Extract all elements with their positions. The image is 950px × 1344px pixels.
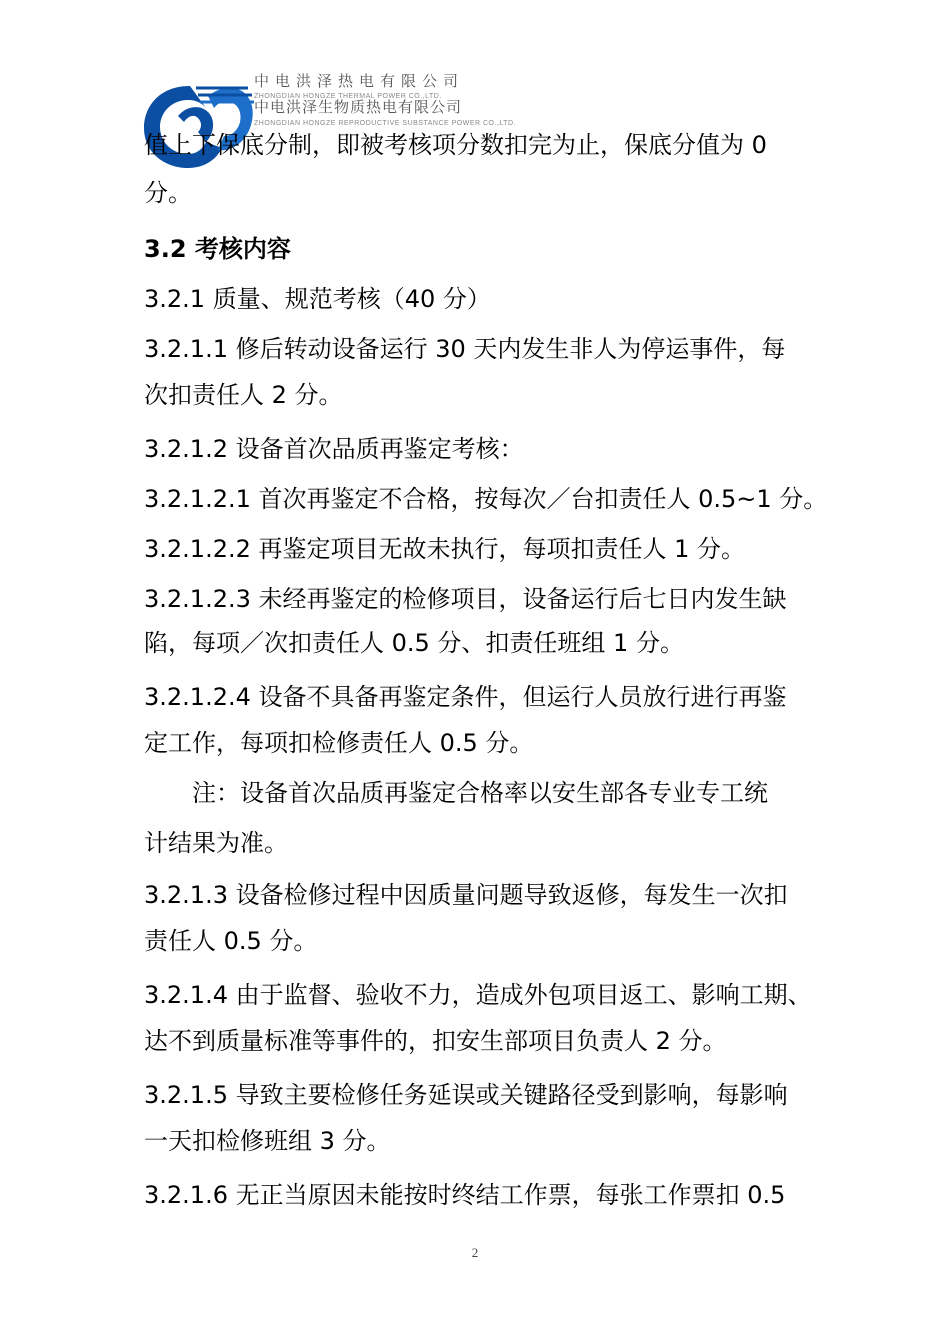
paragraph-3-2-1-2: 3.2.1.2 设备首次品质再鉴定考核：	[144, 435, 524, 463]
paragraph-3-2-1-2-1: 3.2.1.2.1 首次再鉴定不合格，按每次／台扣责任人 0.5~1 分。	[144, 485, 828, 513]
paragraph-3-2-1-6-line1: 3.2.1.6 无正当原因未能按时终结工作票，每张工作票扣 0.5	[144, 1181, 786, 1209]
paragraph-3-2-1-3-line1: 3.2.1.3 设备检修过程中因质量问题导致返修，每发生一次扣	[144, 881, 788, 909]
paragraph-3-2-1-2-4-line2: 定工作，每项扣检修责任人 0.5 分。	[144, 729, 534, 757]
paragraph-3-2-1-4-line1: 3.2.1.4 由于监督、验收不力，造成外包项目返工、影响工期、	[144, 981, 812, 1009]
paragraph-intro-line1: 值上下保底分制，即被考核项分数扣完为止，保底分值为 0	[144, 131, 767, 159]
paragraph-3-2-1-2-4-line1: 3.2.1.2.4 设备不具备再鉴定条件，但运行人员放行进行再鉴	[144, 683, 787, 711]
paragraph-note-line2: 计结果为准。	[144, 829, 288, 857]
paragraph-3-2-1-4-line2: 达不到质量标准等事件的，扣安生部项目负责人 2 分。	[144, 1027, 727, 1055]
company-name-en-top: ZHONGDIAN HONGZE THERMAL POWER CO.,LTD.	[254, 93, 442, 100]
company-name-cn-bottom: 中电洪泽生物质热电有限公司	[254, 98, 463, 116]
paragraph-3-2-1-1-line1: 3.2.1.1 修后转动设备运行 30 天内发生非人为停运事件，每	[144, 335, 786, 363]
company-name-cn-top: 中电洪泽热电有限公司	[254, 72, 465, 90]
company-name-en-bottom: ZHONGDIAN HONGZE REPRODUCTIVE SUBSTANCE POWER CO.,LTD.	[254, 120, 517, 127]
page-number: 2	[471, 1245, 479, 1260]
paragraph-3-2-1-2-3-line2: 陷，每项／次扣责任人 0.5 分、扣责任班组 1 分。	[144, 629, 684, 657]
paragraph-3-2-1-2-3-line1: 3.2.1.2.3 未经再鉴定的检修项目，设备运行后七日内发生缺	[144, 585, 787, 613]
paragraph-note-line1: 注：设备首次品质再鉴定合格率以安生部各专业专工统	[192, 779, 768, 807]
paragraph-3-2-1-2-2: 3.2.1.2.2 再鉴定项目无故未执行，每项扣责任人 1 分。	[144, 535, 746, 563]
section-heading-3-2: 3.2 考核内容	[144, 235, 291, 263]
paragraph-3-2-1: 3.2.1 质量、规范考核（40 分）	[144, 285, 491, 313]
paragraph-3-2-1-3-line2: 责任人 0.5 分。	[144, 927, 318, 955]
paragraph-3-2-1-5-line2: 一天扣检修班组 3 分。	[144, 1127, 391, 1155]
paragraph-intro-line2: 分。	[144, 179, 192, 207]
paragraph-3-2-1-1-line2: 次扣责任人 2 分。	[144, 381, 343, 409]
paragraph-3-2-1-5-line1: 3.2.1.5 导致主要检修任务延误或关键路径受到影响，每影响	[144, 1081, 788, 1109]
